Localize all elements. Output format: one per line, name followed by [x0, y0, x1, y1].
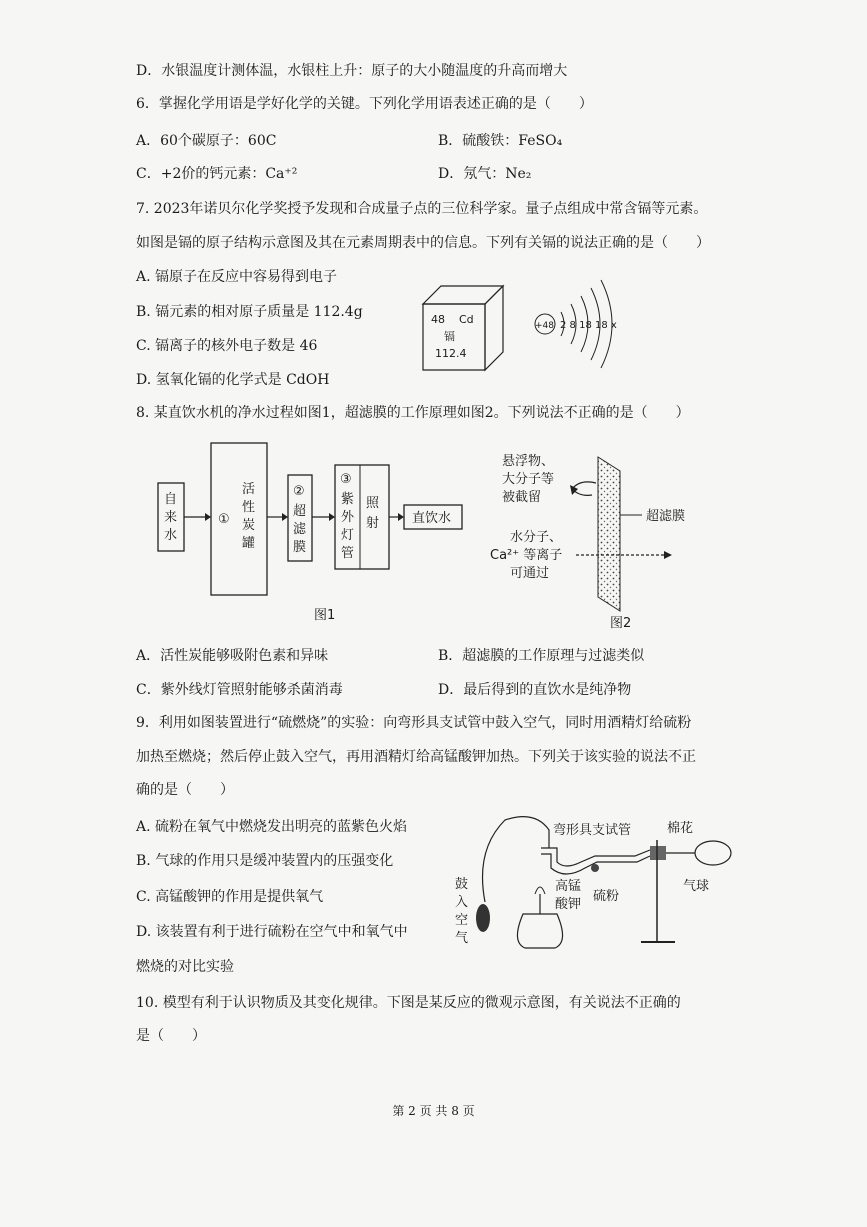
periodic-table-cell [423, 286, 503, 370]
retained-line1: 悬浮物、 [502, 454, 555, 469]
box4-char2: 外 [341, 510, 355, 525]
page-footer: 第 2 页 共 8 页 [392, 1104, 475, 1118]
q10-stem-line1: 10. 模型有利于认识物质及其变化规律。下图是某反应的微观示意图，有关说法不正确的 [136, 995, 681, 1011]
box1-char3: 水 [164, 528, 178, 543]
box2-char4: 罐 [242, 536, 256, 551]
kmno4-label-1: 高锰 [555, 879, 582, 894]
atomic-number: 48 [431, 313, 445, 326]
membrane-label: 超滤膜 [646, 509, 686, 524]
q8-option-d: D．最后得到的直饮水是纯净物 [438, 682, 632, 698]
sulfur-label: 硫粉 [593, 889, 620, 904]
air-pump-bulb [476, 904, 490, 932]
box4-char6: 射 [366, 516, 380, 531]
sulfur-combustion-apparatus [445, 810, 745, 970]
q10-stem-line2: 是（ ） [136, 1028, 206, 1044]
q7-option-d: D. 氢氧化镉的化学式是 CdOH [136, 372, 330, 388]
air-tube [483, 817, 550, 902]
q9-stem-line1: 9．利用如图装置进行“硫燃烧”的实验：向弯形具支试管中鼓入空气，同时用酒精灯给硫粉 [136, 715, 692, 731]
sulfur-powder [591, 864, 599, 872]
retained-line3: 被截留 [502, 490, 542, 505]
box2-char3: 炭 [242, 518, 256, 533]
box2-char1: 活 [242, 482, 256, 497]
box4-char3: 灯 [341, 528, 355, 543]
figure2-caption: 图2 [610, 616, 632, 631]
alcohol-lamp [517, 914, 562, 948]
water-purification-flowchart [150, 435, 475, 630]
electron-shells: 2 8 18 18 x [560, 320, 617, 331]
element-name: 镉 [444, 330, 455, 343]
element-symbol: Cd [459, 313, 474, 326]
passing-line3: 可通过 [510, 566, 550, 581]
membrane-shape [598, 457, 620, 611]
q9-stem-line3: 确的是（ ） [136, 782, 234, 798]
box2-char2: 性 [242, 500, 256, 515]
box4-char5: 照 [366, 496, 380, 511]
q7-stem-line2: 如图是镉的原子结构示意图及其在元素周期表中的信息。下列有关镉的说法正确的是（ ） [136, 235, 710, 251]
air-label-3: 空 [455, 913, 469, 928]
q8-option-c: C．紫外线灯管照射能够杀菌消毒 [136, 682, 343, 698]
atomic-mass: 112.4 [435, 347, 467, 360]
tube-label: 弯形具支试管 [553, 823, 632, 838]
q6-option-b: B．硫酸铁：FeSO₄ [438, 133, 563, 149]
box4-number: ③ [340, 472, 352, 487]
q7-option-a: A. 镉原子在反应中容易得到电子 [136, 269, 338, 285]
q7-option-c: C. 镉离子的核外电子数是 46 [136, 338, 318, 354]
q7-stem-line1: 7. 2023年诺贝尔化学奖授予发现和合成量子点的三位科学家。量子点组成中常含镉等元素。 [136, 201, 708, 217]
cotton-label: 棉花 [667, 821, 694, 836]
box5-label: 直饮水 [412, 511, 452, 526]
q6-option-d: D．氖气：Ne₂ [438, 166, 532, 182]
air-label-2: 入 [455, 895, 469, 910]
q9-option-c: C. 高锰酸钾的作用是提供氧气 [136, 889, 324, 905]
q9-option-d-line1: D. 该装置有利于进行硫粉在空气中和氧气中 [136, 924, 408, 940]
balloon-label: 气球 [683, 879, 710, 894]
ultrafiltration-diagram [480, 445, 705, 635]
kmno4-label-2: 酸钾 [555, 897, 582, 912]
passing-line2: Ca²⁺ 等离子 [490, 548, 563, 563]
box1-char1: 自 [164, 492, 178, 507]
nucleus-charge: +48 [535, 321, 554, 331]
q6-stem: 6．掌握化学用语是学好化学的关键。下列化学用语表述正确的是（ ） [136, 96, 593, 112]
q6-option-a: A．60个碳原子：60C [136, 133, 277, 149]
q5-option-d: D．水银温度计测体温，水银柱上升：原子的大小随温度的升高而增大 [136, 63, 568, 79]
atom-structure-diagram [535, 280, 617, 368]
balloon [695, 841, 731, 865]
q9-option-b: B. 气球的作用只是缓冲装置内的压强变化 [136, 853, 394, 869]
box2-number: ① [218, 512, 230, 527]
q8-stem: 8. 某直饮水机的净水过程如图1，超滤膜的工作原理如图2。下列说法不正确的是（ ） [136, 405, 690, 421]
q6-option-c: C．+2价的钙元素：Ca⁺² [136, 166, 298, 182]
cadmium-figure [415, 278, 645, 378]
box4-char1: 紫 [341, 492, 355, 507]
retained-line2: 大分子等 [502, 472, 555, 487]
box4-char4: 管 [341, 546, 355, 561]
passing-line1: 水分子、 [510, 530, 563, 545]
q7-option-b: B. 镉元素的相对原子质量是 112.4g [136, 304, 363, 320]
box1-char2: 来 [164, 510, 178, 525]
air-label-4: 气 [455, 931, 469, 946]
cotton-plug [650, 846, 666, 860]
box3-char2: 滤 [293, 522, 307, 537]
q9-option-d-line2: 燃烧的对比实验 [136, 959, 234, 975]
air-label-1: 鼓 [455, 877, 469, 892]
figure1-caption: 图1 [314, 608, 336, 623]
q8-option-a: A．活性炭能够吸附色素和异味 [136, 648, 329, 664]
q8-option-b: B．超滤膜的工作原理与过滤类似 [438, 648, 645, 664]
q9-stem-line2: 加热至燃烧；然后停止鼓入空气，再用酒精灯给高锰酸钾加热。下列关于该实验的说法不正 [136, 749, 696, 765]
box3-number: ② [293, 484, 305, 499]
box3-char1: 超 [293, 504, 307, 519]
q9-option-a: A. 硫粉在氧气中燃烧发出明亮的蓝紫色火焰 [136, 819, 408, 835]
box3-char3: 膜 [293, 540, 307, 555]
